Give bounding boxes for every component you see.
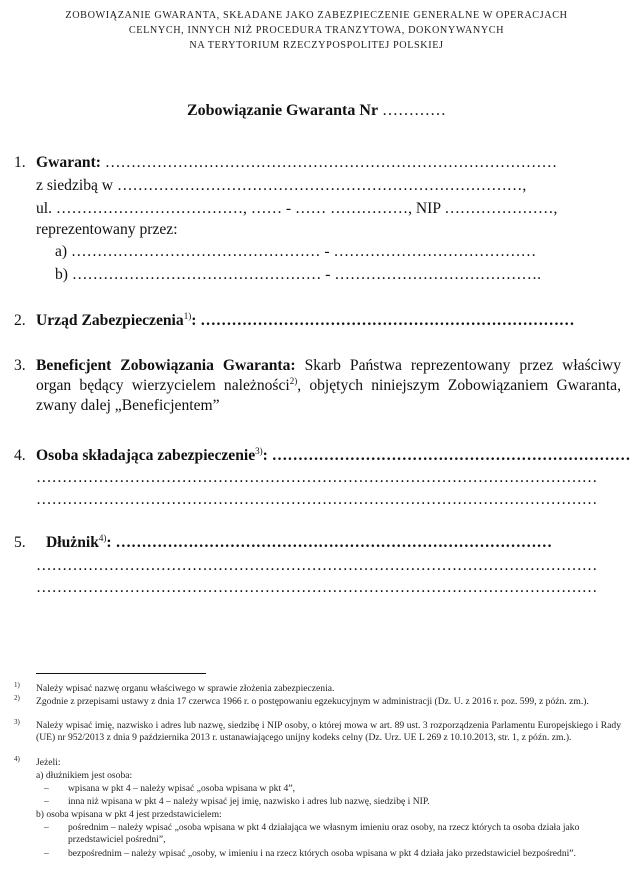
representative-a-field[interactable]: a) ………………………………………… - ………………………………… (55, 243, 537, 260)
beneficiary-text-2: , objętych niniejszym Zobowiązaniem Gwaranta, zwany dalej „Beneficjentem” (36, 377, 621, 414)
beneficiary-label: Beneficjent Zobowiązania Gwaranta: (36, 357, 296, 374)
section-3-number: 3. (14, 357, 26, 374)
representative-b-field[interactable]: b) ………………………………………… - …………………………………. (55, 266, 541, 283)
header-line-2: CELNYCH, INNYCH NIŻ PROCEDURA TRANZYTOWA, DOKONYWANYCH (128, 25, 505, 36)
debtor-field-2[interactable]: ……………………………………………………………………………………………… (36, 557, 598, 574)
guarantor-field[interactable]: …………………………………………………………………………… (100, 154, 558, 171)
depositor-field-2[interactable]: ……………………………………………………………………………………………… (36, 469, 598, 486)
footnote-2: Zgodnie z przepisami ustawy z dnia 17 czerwca 1966 r. o postępowaniu egzekucyjnym w administracji (Dz. U. z 2016 r. poz. 599, z późn. zm.). (36, 696, 589, 707)
header-line-3: NA TERYTORIUM RZECZYPOSPOLITEJ POLSKIEJ (189, 40, 444, 51)
footnote-1-marker: 1) (14, 680, 20, 689)
representative-label: reprezentowany przez: (36, 221, 178, 238)
footnote-3: Należy wpisać imię, nazwisko i adres lub nazwę, siedzibę i NIP osoby, o której mowa w art. 89 ust. 3 rozporządzenia Parlamentu Europejskiego i Rady (UE) nr 952/2013 z dnia 9 października 2013 r. ustanawiającego unijny kodeks celny (Dz. Urz. UE L 269 z 10.10.2013, str. 1, z późn. zm.). (36, 720, 621, 744)
depositor-line (36, 446, 630, 466)
beneficiary-paragraph (36, 356, 621, 416)
guarantor-line (36, 153, 557, 173)
footnote-ref-3: 3) (255, 445, 263, 456)
footnote-3-marker: 3) (14, 717, 20, 726)
footnote-4-b1: pośrednim – należy wpisać „osoba wpisana w pkt 4 działająca we własnym imieniu oraz osoby, na rzecz których ta osoba działa jako przedstawiciel pośredni”, (68, 822, 580, 846)
title-number-placeholder: ………… (378, 102, 447, 119)
footnote-4-a2: inna niż wpisana w pkt 4 – należy wpisać jej imię, nazwisko i adres lub nazwę, siedzibę i NIP. (68, 796, 430, 807)
security-office-line (36, 311, 575, 331)
footnote-ref-4: 4) (98, 532, 107, 543)
footnote-4-a1: wpisana w pkt 4 – należy wpisać „osoba wpisana w pkt 4”, (68, 783, 295, 794)
section-2-number: 2. (14, 312, 26, 329)
security-office-field[interactable]: : ……………………………………………………………… (191, 312, 575, 329)
guarantor-label: Gwarant: (36, 154, 101, 171)
footnote-ref-2: 2) (289, 375, 298, 386)
guarantor-address-field[interactable]: ul. ………………………………, …… - …… ……………, NIP …………………, (36, 200, 558, 217)
footnote-4-b: b) osoba wpisana w pkt 4 jest przedstawicielem: (36, 809, 222, 820)
footnote-4: Jeżeli: (36, 757, 61, 768)
dash-a2: – (44, 796, 49, 807)
security-office-label: Urząd Zabezpieczenia (36, 312, 184, 329)
footnote-separator (36, 673, 206, 674)
beneficiary-text-1: Skarb Państwa reprezentowany przez właściwy organ będący wierzycielem należności (36, 357, 621, 394)
section-4-number: 4. (14, 447, 26, 464)
footnote-4-marker: 4) (14, 754, 20, 763)
depositor-label: Osoba składająca zabezpieczenie (36, 447, 256, 464)
guarantor-seat-field[interactable]: z siedzibą w ……………………………………………………………………, (36, 177, 527, 194)
title-label: Zobowiązanie Gwaranta Nr (186, 102, 379, 119)
debtor-line (46, 533, 552, 553)
footnote-ref-1: 1) (183, 310, 192, 321)
debtor-field-3[interactable]: ……………………………………………………………………………………………… (36, 579, 598, 596)
footnote-1: Należy wpisać nazwę organu właściwego w sprawie złożenia zabezpieczenia. (36, 683, 335, 694)
depositor-field-3[interactable]: ……………………………………………………………………………………………… (36, 491, 598, 508)
section-1-number: 1. (14, 154, 26, 171)
depositor-field-1[interactable]: : …………………………………………………………… (262, 447, 631, 464)
footnote-2-marker: 2) (14, 693, 20, 702)
section-1 (14, 153, 26, 173)
debtor-field-1[interactable]: : ………………………………………………………………………… (106, 534, 553, 551)
section-5-number: 5. (14, 534, 26, 551)
debtor-label: Dłużnik (46, 534, 99, 551)
document-header (0, 8, 633, 53)
dash-a1: – (44, 783, 49, 794)
document-title (0, 102, 633, 120)
footnote-4-a: a) dłużnikiem jest osoba: (36, 770, 133, 781)
dash-b2: – (44, 848, 49, 859)
footnote-4-b2: bezpośrednim – należy wpisać „osoby, w imieniu i na rzecz których osoba wpisana w pkt 4 działa jako przedstawiciel bezpośredni”. (68, 848, 576, 859)
dash-b1: – (44, 822, 49, 833)
header-line-1: ZOBOWIĄZANIE GWARANTA, SKŁADANE JAKO ZABEZPIECZENIE GENERALNE W OPERACJACH (65, 10, 568, 21)
